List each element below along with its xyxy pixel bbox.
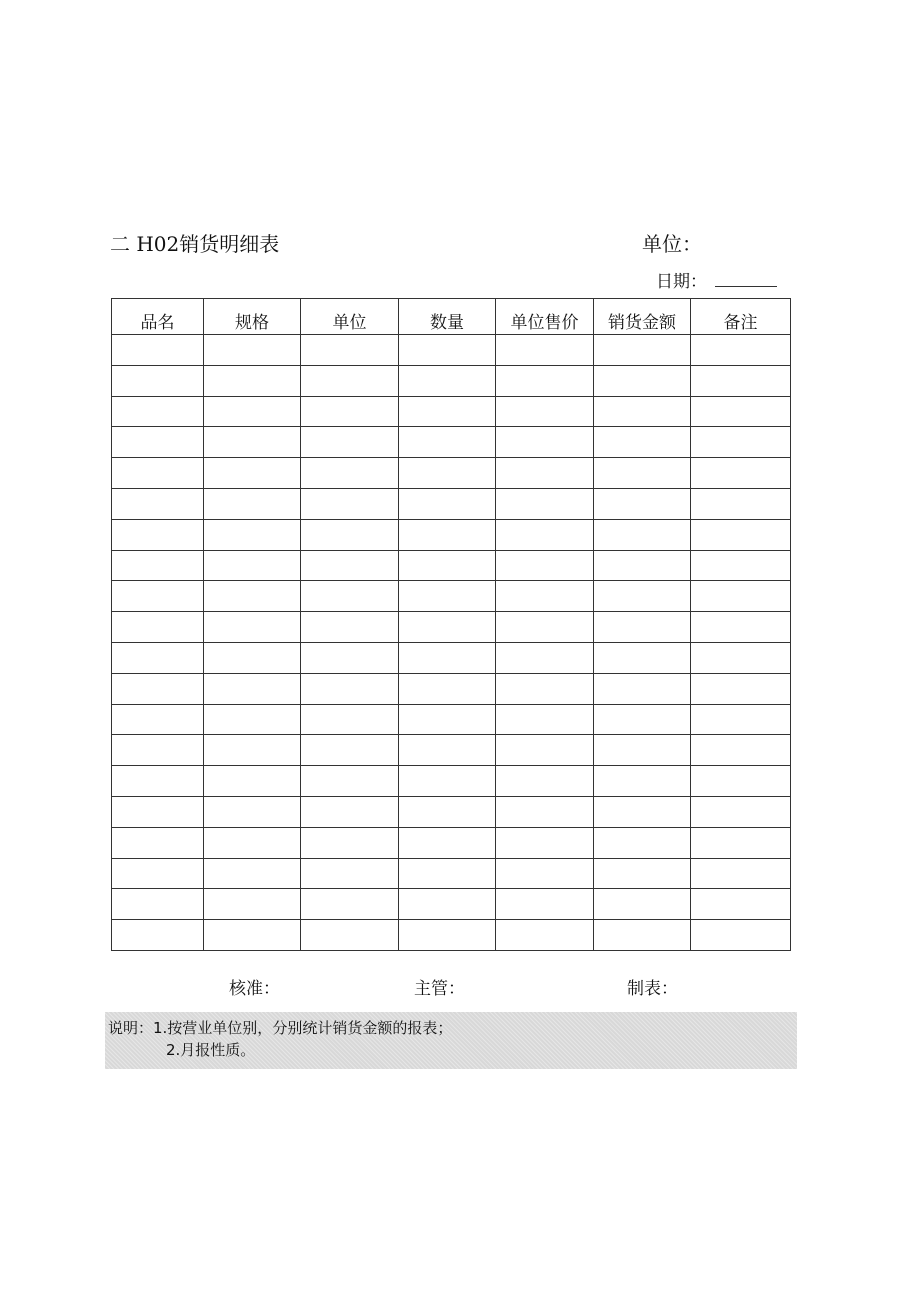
table-cell[interactable] xyxy=(399,889,496,920)
table-cell[interactable] xyxy=(301,642,399,673)
column-header-quantity: 数量 xyxy=(399,299,496,335)
table-cell[interactable] xyxy=(594,612,691,643)
table-cell[interactable] xyxy=(112,396,204,427)
table-cell[interactable] xyxy=(496,766,594,797)
table-cell[interactable] xyxy=(594,827,691,858)
table-cell[interactable] xyxy=(399,766,496,797)
table-cell[interactable] xyxy=(301,673,399,704)
table-row xyxy=(112,488,791,519)
supervisor-label: 主管： xyxy=(414,979,465,999)
table-cell[interactable] xyxy=(204,766,301,797)
table-cell[interactable] xyxy=(112,673,204,704)
table-cell[interactable] xyxy=(691,796,791,827)
table-cell[interactable] xyxy=(399,920,496,951)
table-cell[interactable] xyxy=(594,550,691,581)
column-header-remarks: 备注 xyxy=(691,299,791,335)
table-cell[interactable] xyxy=(496,550,594,581)
notes-line-1: 说明：1.按营业单位别，分别统计销货金额的报表； xyxy=(108,1019,453,1037)
table-cell[interactable] xyxy=(691,396,791,427)
table-row xyxy=(112,550,791,581)
table-cell[interactable] xyxy=(112,735,204,766)
table-cell[interactable] xyxy=(691,365,791,396)
table-cell[interactable] xyxy=(204,612,301,643)
table-cell[interactable] xyxy=(112,827,204,858)
table-cell[interactable] xyxy=(301,612,399,643)
table-cell[interactable] xyxy=(594,581,691,612)
table-cell[interactable] xyxy=(204,920,301,951)
date-label: 日期： xyxy=(656,272,707,292)
table-cell[interactable] xyxy=(399,612,496,643)
table-cell[interactable] xyxy=(594,796,691,827)
table-cell[interactable] xyxy=(112,704,204,735)
table-cell[interactable] xyxy=(496,704,594,735)
table-cell[interactable] xyxy=(691,488,791,519)
table-row xyxy=(112,458,791,489)
table-cell[interactable] xyxy=(301,458,399,489)
table-cell[interactable] xyxy=(112,612,204,643)
table-cell[interactable] xyxy=(594,673,691,704)
table-cell[interactable] xyxy=(594,642,691,673)
table-cell[interactable] xyxy=(594,396,691,427)
document-title: 二 H02销货明细表 xyxy=(110,232,280,256)
table-cell[interactable] xyxy=(594,889,691,920)
table-row xyxy=(112,889,791,920)
table-cell[interactable] xyxy=(691,519,791,550)
table-cell[interactable] xyxy=(496,581,594,612)
table-row xyxy=(112,796,791,827)
table-cell[interactable] xyxy=(301,889,399,920)
table-cell[interactable] xyxy=(691,581,791,612)
table-row xyxy=(112,427,791,458)
table-cell[interactable] xyxy=(204,642,301,673)
table-row xyxy=(112,642,791,673)
table-cell[interactable] xyxy=(496,920,594,951)
table-cell[interactable] xyxy=(399,365,496,396)
table-cell[interactable] xyxy=(691,858,791,889)
table-cell[interactable] xyxy=(301,920,399,951)
table-cell[interactable] xyxy=(399,396,496,427)
table-cell[interactable] xyxy=(301,365,399,396)
table-cell[interactable] xyxy=(112,889,204,920)
table-row xyxy=(112,858,791,889)
table-row xyxy=(112,735,791,766)
table-cell[interactable] xyxy=(594,858,691,889)
table-row xyxy=(112,365,791,396)
table-row xyxy=(112,612,791,643)
unit-label: 单位： xyxy=(642,232,702,256)
table-cell[interactable] xyxy=(691,920,791,951)
table-cell[interactable] xyxy=(204,704,301,735)
table-cell[interactable] xyxy=(691,642,791,673)
table-cell[interactable] xyxy=(496,827,594,858)
table-cell[interactable] xyxy=(399,427,496,458)
table-cell[interactable] xyxy=(112,427,204,458)
table-cell[interactable] xyxy=(204,519,301,550)
table-cell[interactable] xyxy=(496,458,594,489)
table-cell[interactable] xyxy=(301,550,399,581)
table-cell[interactable] xyxy=(399,550,496,581)
table-row xyxy=(112,673,791,704)
table-cell[interactable] xyxy=(496,365,594,396)
table-cell[interactable] xyxy=(301,858,399,889)
table-cell[interactable] xyxy=(496,488,594,519)
table-cell[interactable] xyxy=(112,550,204,581)
table-cell[interactable] xyxy=(691,766,791,797)
table-cell[interactable] xyxy=(301,335,399,366)
table-cell[interactable] xyxy=(399,335,496,366)
table-cell[interactable] xyxy=(594,519,691,550)
table-cell[interactable] xyxy=(496,735,594,766)
table-cell[interactable] xyxy=(112,642,204,673)
column-header-spec: 规格 xyxy=(204,299,301,335)
table-cell[interactable] xyxy=(301,581,399,612)
table-cell[interactable] xyxy=(112,365,204,396)
table-cell[interactable] xyxy=(594,735,691,766)
table-cell[interactable] xyxy=(112,519,204,550)
table-cell[interactable] xyxy=(691,612,791,643)
table-cell[interactable] xyxy=(204,550,301,581)
table-cell[interactable] xyxy=(691,704,791,735)
table-cell[interactable] xyxy=(399,581,496,612)
table-cell[interactable] xyxy=(204,427,301,458)
table-cell[interactable] xyxy=(594,920,691,951)
table-cell[interactable] xyxy=(301,519,399,550)
table-cell[interactable] xyxy=(594,704,691,735)
table-row xyxy=(112,396,791,427)
table-cell[interactable] xyxy=(301,396,399,427)
table-cell[interactable] xyxy=(112,458,204,489)
table-cell[interactable] xyxy=(594,365,691,396)
table-row xyxy=(112,519,791,550)
column-header-sales-amount: 销货金额 xyxy=(594,299,691,335)
table-cell[interactable] xyxy=(301,704,399,735)
column-header-unit-price: 单位售价 xyxy=(496,299,594,335)
table-cell[interactable] xyxy=(399,827,496,858)
table-cell[interactable] xyxy=(496,612,594,643)
table-cell[interactable] xyxy=(691,673,791,704)
table-row xyxy=(112,827,791,858)
table-cell[interactable] xyxy=(594,766,691,797)
table-cell[interactable] xyxy=(112,581,204,612)
table-row xyxy=(112,335,791,366)
table-row xyxy=(112,704,791,735)
table-cell[interactable] xyxy=(204,735,301,766)
table-cell[interactable] xyxy=(496,796,594,827)
table-cell[interactable] xyxy=(204,889,301,920)
table-cell[interactable] xyxy=(496,642,594,673)
table-cell[interactable] xyxy=(691,735,791,766)
table-cell[interactable] xyxy=(691,335,791,366)
table-cell[interactable] xyxy=(691,550,791,581)
table-cell[interactable] xyxy=(112,920,204,951)
table-cell[interactable] xyxy=(301,766,399,797)
table-cell[interactable] xyxy=(399,735,496,766)
table-cell[interactable] xyxy=(496,519,594,550)
table-cell[interactable] xyxy=(301,827,399,858)
column-header-unit: 单位 xyxy=(301,299,399,335)
table-cell[interactable] xyxy=(112,766,204,797)
table-row xyxy=(112,581,791,612)
table-cell[interactable] xyxy=(204,796,301,827)
table-cell[interactable] xyxy=(204,581,301,612)
table-cell[interactable] xyxy=(399,458,496,489)
table-cell[interactable] xyxy=(204,673,301,704)
table-header-row xyxy=(112,299,791,335)
table-cell[interactable] xyxy=(691,427,791,458)
table-row xyxy=(112,920,791,951)
table-cell[interactable] xyxy=(691,827,791,858)
table-cell[interactable] xyxy=(691,458,791,489)
table-cell[interactable] xyxy=(399,796,496,827)
table-cell[interactable] xyxy=(399,488,496,519)
table-cell[interactable] xyxy=(399,704,496,735)
table-cell[interactable] xyxy=(594,335,691,366)
table-cell[interactable] xyxy=(399,642,496,673)
sales-detail-table xyxy=(111,298,791,951)
table-body xyxy=(112,335,791,951)
table-cell[interactable] xyxy=(496,858,594,889)
table-row xyxy=(112,766,791,797)
table-cell[interactable] xyxy=(691,889,791,920)
table-cell[interactable] xyxy=(496,889,594,920)
table-cell[interactable] xyxy=(301,796,399,827)
table-cell[interactable] xyxy=(399,858,496,889)
table-cell[interactable] xyxy=(399,673,496,704)
table-cell[interactable] xyxy=(112,858,204,889)
table-cell[interactable] xyxy=(204,827,301,858)
table-cell[interactable] xyxy=(301,427,399,458)
notes-line-2: 2.月报性质。 xyxy=(166,1041,256,1059)
table-cell[interactable] xyxy=(112,488,204,519)
table-cell[interactable] xyxy=(204,396,301,427)
table-cell[interactable] xyxy=(399,519,496,550)
table-cell[interactable] xyxy=(204,365,301,396)
approve-label: 核准： xyxy=(229,979,280,999)
table-cell[interactable] xyxy=(301,488,399,519)
prepared-by-label: 制表： xyxy=(627,979,678,999)
table-cell[interactable] xyxy=(204,458,301,489)
table-cell[interactable] xyxy=(594,488,691,519)
table-cell[interactable] xyxy=(204,488,301,519)
table-cell[interactable] xyxy=(301,735,399,766)
table-cell[interactable] xyxy=(496,396,594,427)
table-cell[interactable] xyxy=(594,458,691,489)
table-cell[interactable] xyxy=(594,427,691,458)
notes-box xyxy=(105,1012,797,1069)
table-cell[interactable] xyxy=(112,335,204,366)
date-field xyxy=(656,270,777,294)
date-blank-line xyxy=(715,270,777,287)
table-cell[interactable] xyxy=(204,858,301,889)
column-header-product-name: 品名 xyxy=(112,299,204,335)
table-cell[interactable] xyxy=(496,673,594,704)
table-cell[interactable] xyxy=(204,335,301,366)
table-cell[interactable] xyxy=(496,427,594,458)
table-cell[interactable] xyxy=(496,335,594,366)
table-cell[interactable] xyxy=(112,796,204,827)
